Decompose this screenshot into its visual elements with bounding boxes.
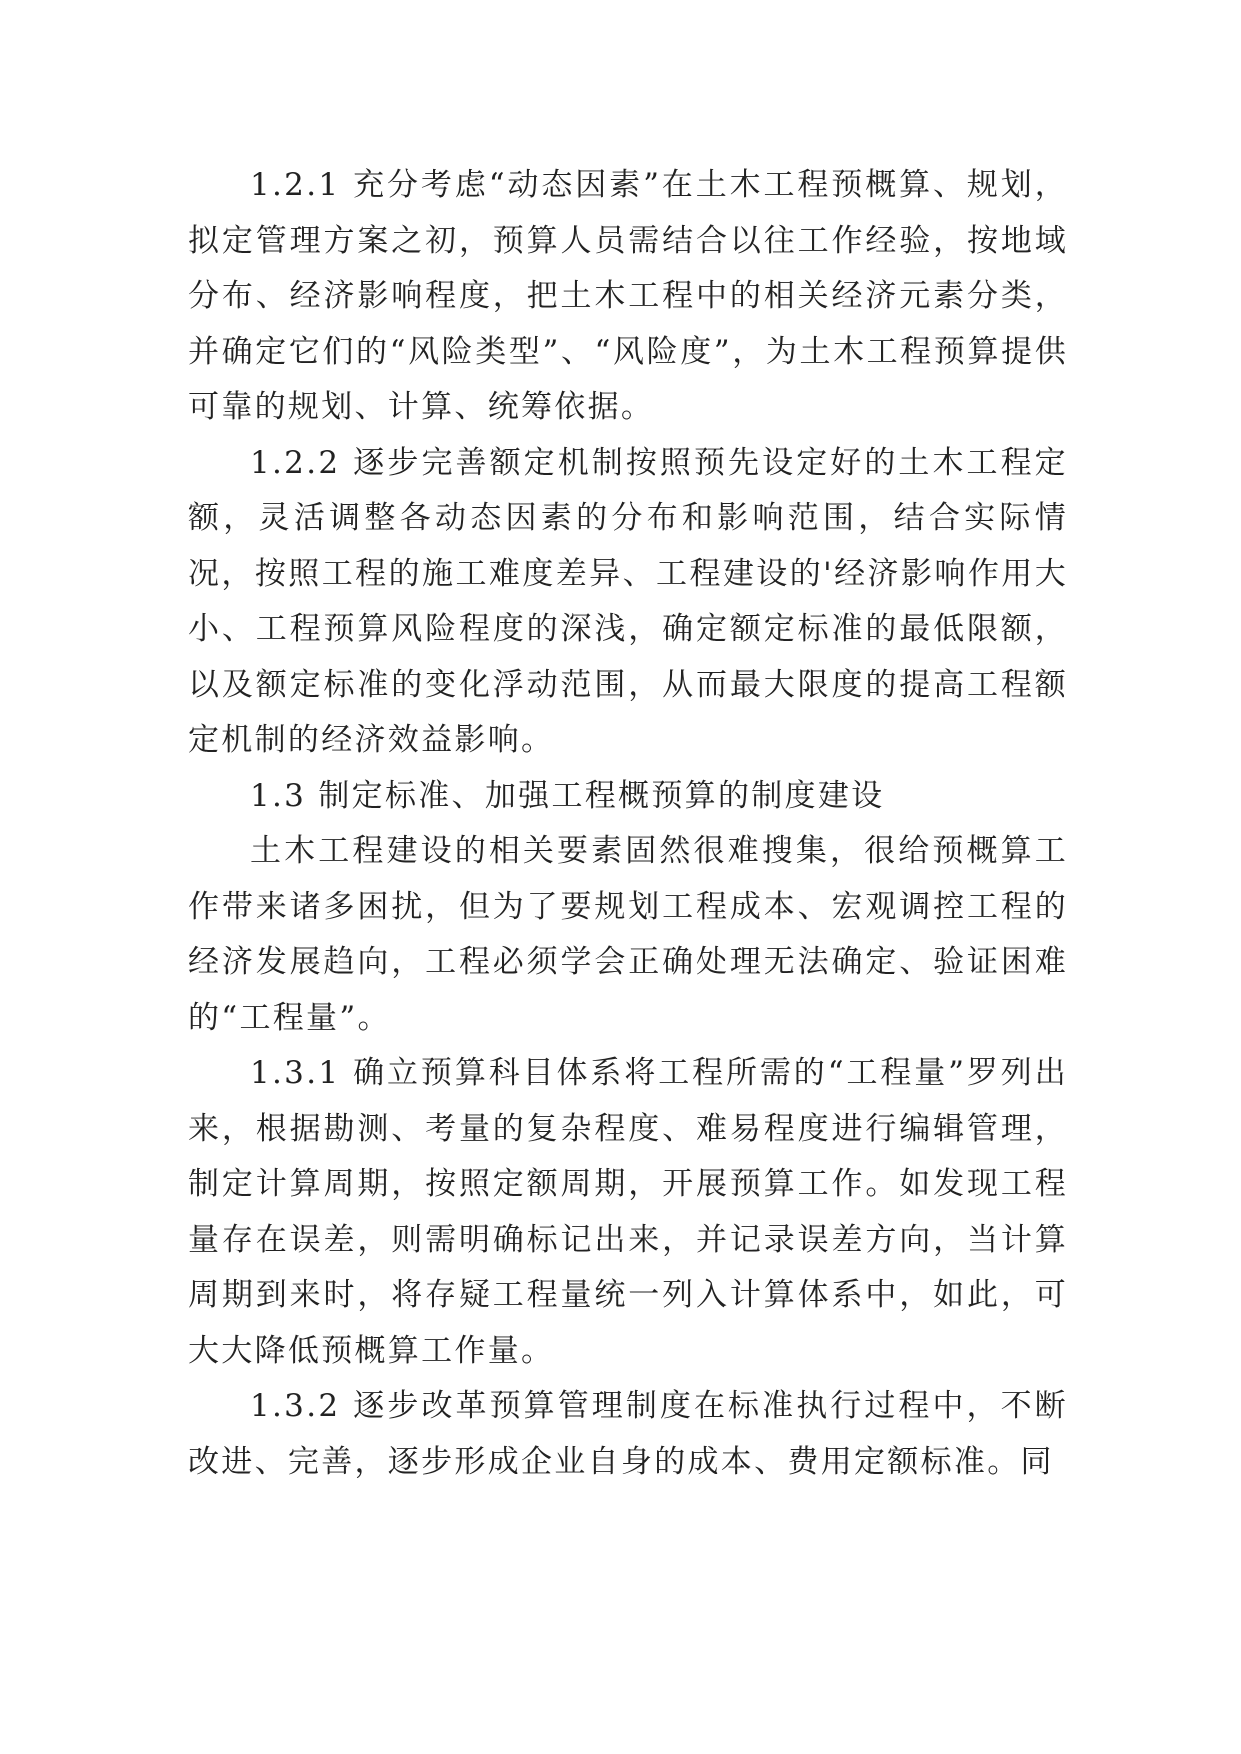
paragraph-1-3-1: 1.3.1 确立预算科目体系将工程所需的“工程量”罗列出来，根据勘测、考量的复杂程度、难易程度进行编辑管理，制定计算周期，按照定额周期，开展预算工作。如发现工程量存在误差，则需明确标记出来，并记录误差方向，当计算周期到来时，将存疑工程量统一列入计算体系中，如此，可大大降低预概算工作量。 [188,1055,1068,1369]
section-heading-1-3: 1.3 制定标准、加强工程概预算的制度建设 [250,777,885,814]
paragraph-1-3-intro: 土木工程建设的相关要素固然很难搜集，很给预概算工作带来诸多困扰，但为了要规划工程成本、宏观调控工程的经济发展趋向，工程必须学会正确处理无法确定、验证困难的“工程量”。 [188,833,1068,1036]
document-body [188,158,1068,1490]
paragraph-1-2-1: 1.2.1 充分考虑“动态因素”在土木工程预概算、规划，拟定管理方案之初，预算人员需结合以往工作经验，按地域分布、经济影响程度，把土木工程中的相关经济元素分类，并确定它们的“风险类型”、“风险度”，为土木工程预算提供可靠的规划、计算、统筹依据。 [188,167,1068,425]
paragraph-1-3-2: 1.3.2 逐步改革预算管理制度在标准执行过程中，不断改进、完善，逐步形成企业自身的成本、费用定额标准。同 [188,1388,1068,1480]
paragraph-1-2-2: 1.2.2 逐步完善额定机制按照预先设定好的土木工程定额，灵活调整各动态因素的分布和影响范围，结合实际情况，按照工程的施工难度差异、工程建设的'经济影响作用大小、工程预算风险程度的深浅，确定额定标准的最低限额，以及额定标准的变化浮动范围，从而最大限度的提高工程额定机制的经济效益影响。 [188,444,1068,758]
